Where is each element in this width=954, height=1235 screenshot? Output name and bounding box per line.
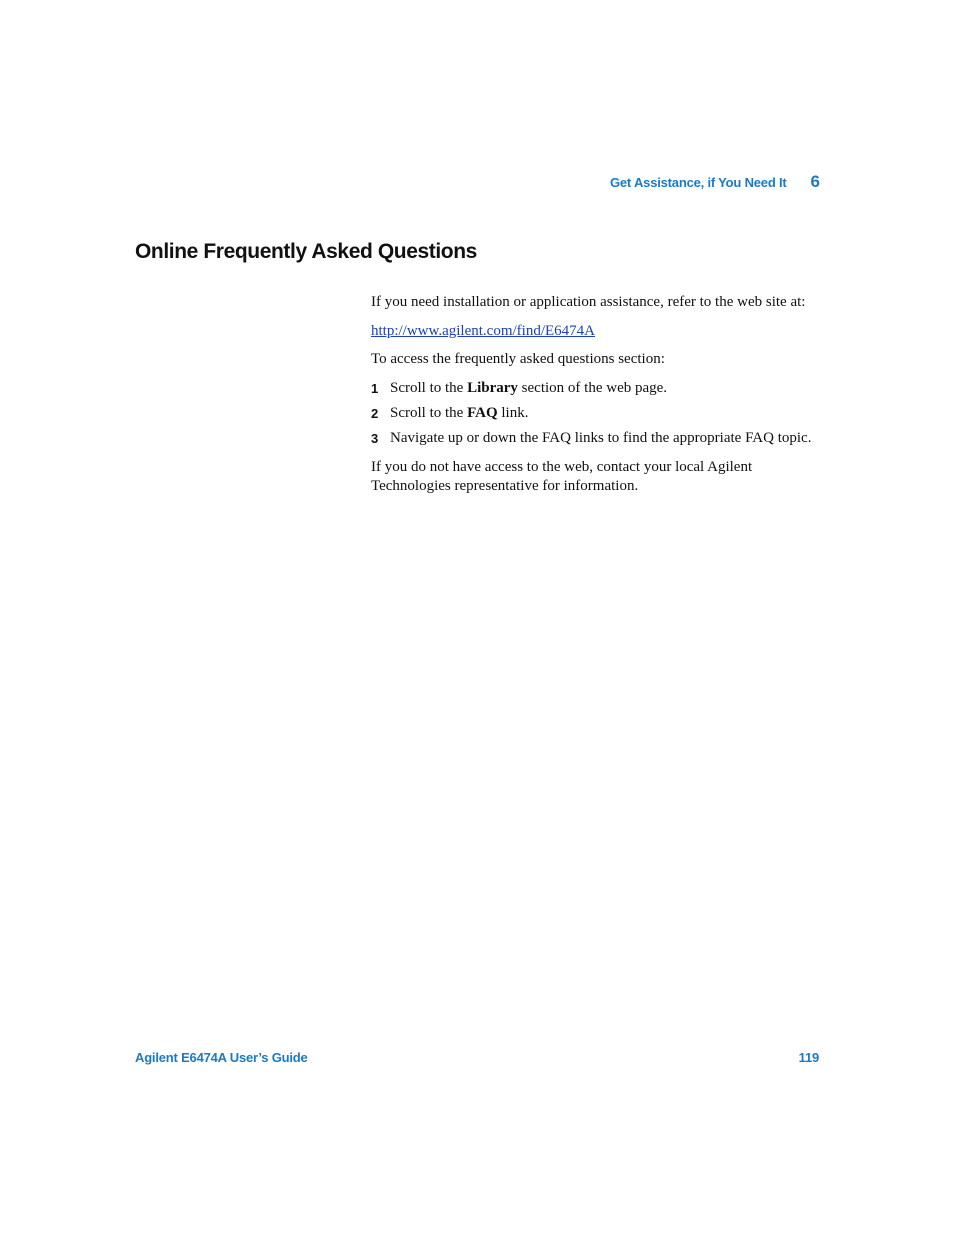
page-footer (135, 1050, 819, 1065)
step-bold-term: FAQ (467, 405, 498, 421)
step-number: 2 (371, 406, 379, 421)
step-item (371, 379, 819, 398)
page-number: 119 (798, 1050, 819, 1065)
running-head (610, 172, 820, 192)
access-paragraph: To access the frequently asked questions section: (371, 351, 665, 367)
step-text-after: section of the web page. (517, 380, 668, 396)
closing-paragraph: If you do not have access to the web, contact your local Agilent Technologies representative for information. (371, 459, 753, 494)
step-bold-term: Library (467, 380, 518, 396)
step-item (371, 429, 819, 448)
step-number: 3 (371, 431, 379, 446)
step-text-before: Scroll to the (390, 405, 468, 421)
chapter-title: Get Assistance, if You Need It (609, 175, 787, 190)
faq-url-link[interactable]: http://www.agilent.com/find/E6474A (371, 323, 595, 339)
intro-paragraph: If you need installation or application assistance, refer to the web site at: (371, 294, 806, 310)
step-text-before: Scroll to the (390, 380, 468, 396)
step-text: Navigate up or down the FAQ links to find the appropriate FAQ topic. (390, 430, 812, 446)
section-body (371, 293, 819, 506)
step-item (371, 404, 819, 423)
step-number: 1 (371, 381, 379, 396)
step-text-after: link. (497, 405, 529, 421)
section-heading: Online Frequently Asked Questions (135, 240, 477, 263)
chapter-number: 6 (810, 172, 820, 191)
guide-title: Agilent E6474A User’s Guide (135, 1050, 308, 1065)
steps-list (371, 379, 819, 448)
